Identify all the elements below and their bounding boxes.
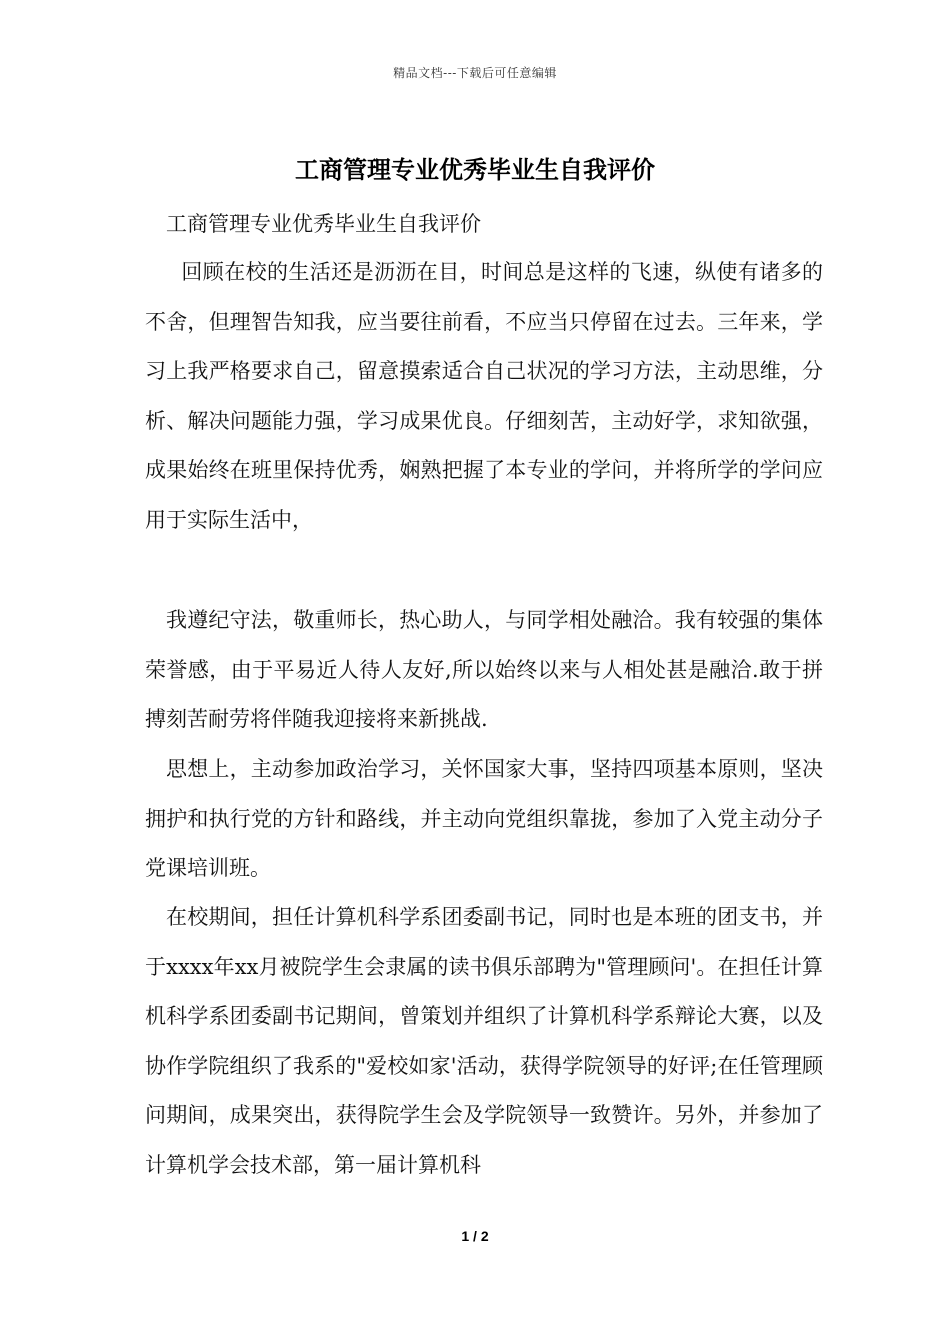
paragraph-conduct — [145, 596, 823, 745]
paragraph-text: 在校期间，担任计算机科学系团委副书记，同时也是本班的团支书，并于xxxx年xx月被院学生会隶属的读书俱乐部聘为"管理顾问'。在担任计算机科学系团委副书记期间，曾策划并组织了计算机科学系辩论大赛，以及协作学院组织了我系的"爱校如家'活动，获得学院领导的好评;在任管理顾问期间，成果突出，获得院学生会及学院领导一致赞许。另外，并参加了计算机学会技术部，第一届计算机科 — [145, 905, 823, 1177]
document-title: 工商管理专业优秀毕业生自我评价 — [295, 155, 655, 184]
paragraph-thought — [145, 745, 823, 894]
paragraph-activities — [145, 893, 823, 1190]
document-subtitle: 工商管理专业优秀毕业生自我评价 — [166, 212, 481, 236]
paragraph-text: 我遵纪守法，敬重师长，热心助人，与同学相处融洽。我有较强的集体荣誉感，由于平易近人待人友好,所以始终以来与人相处甚是融洽.敢于拼搏刻苦耐劳将伴随我迎接将来新挑战. — [145, 608, 823, 731]
paragraph-text: 思想上，主动参加政治学习，关怀国家大事，坚持四项基本原则，坚决拥护和执行党的方针和路线，并主动向党组织靠拢，参加了入党主动分子党课培训班。 — [145, 757, 823, 880]
page-header: 精品文档---下载后可任意编辑 — [393, 66, 557, 80]
page-number: 1 / 2 — [461, 1228, 489, 1244]
paragraph-text: 回顾在校的生活还是沥沥在目，时间总是这样的飞速，纵使有诸多的不舍，但理智告知我，应当要往前看，不应当只停留在过去。三年来，学习上我严格要求自己，留意摸索适合自己状况的学习方法，主动思维，分析、解决问题能力强，学习成果优良。仔细刻苦，主动好学，求知欲强，成果始终在班里保持优秀，娴熟把握了本专业的学问，并将所学的学问应用于实际生活中， — [145, 260, 823, 532]
paragraph-review — [145, 248, 823, 545]
